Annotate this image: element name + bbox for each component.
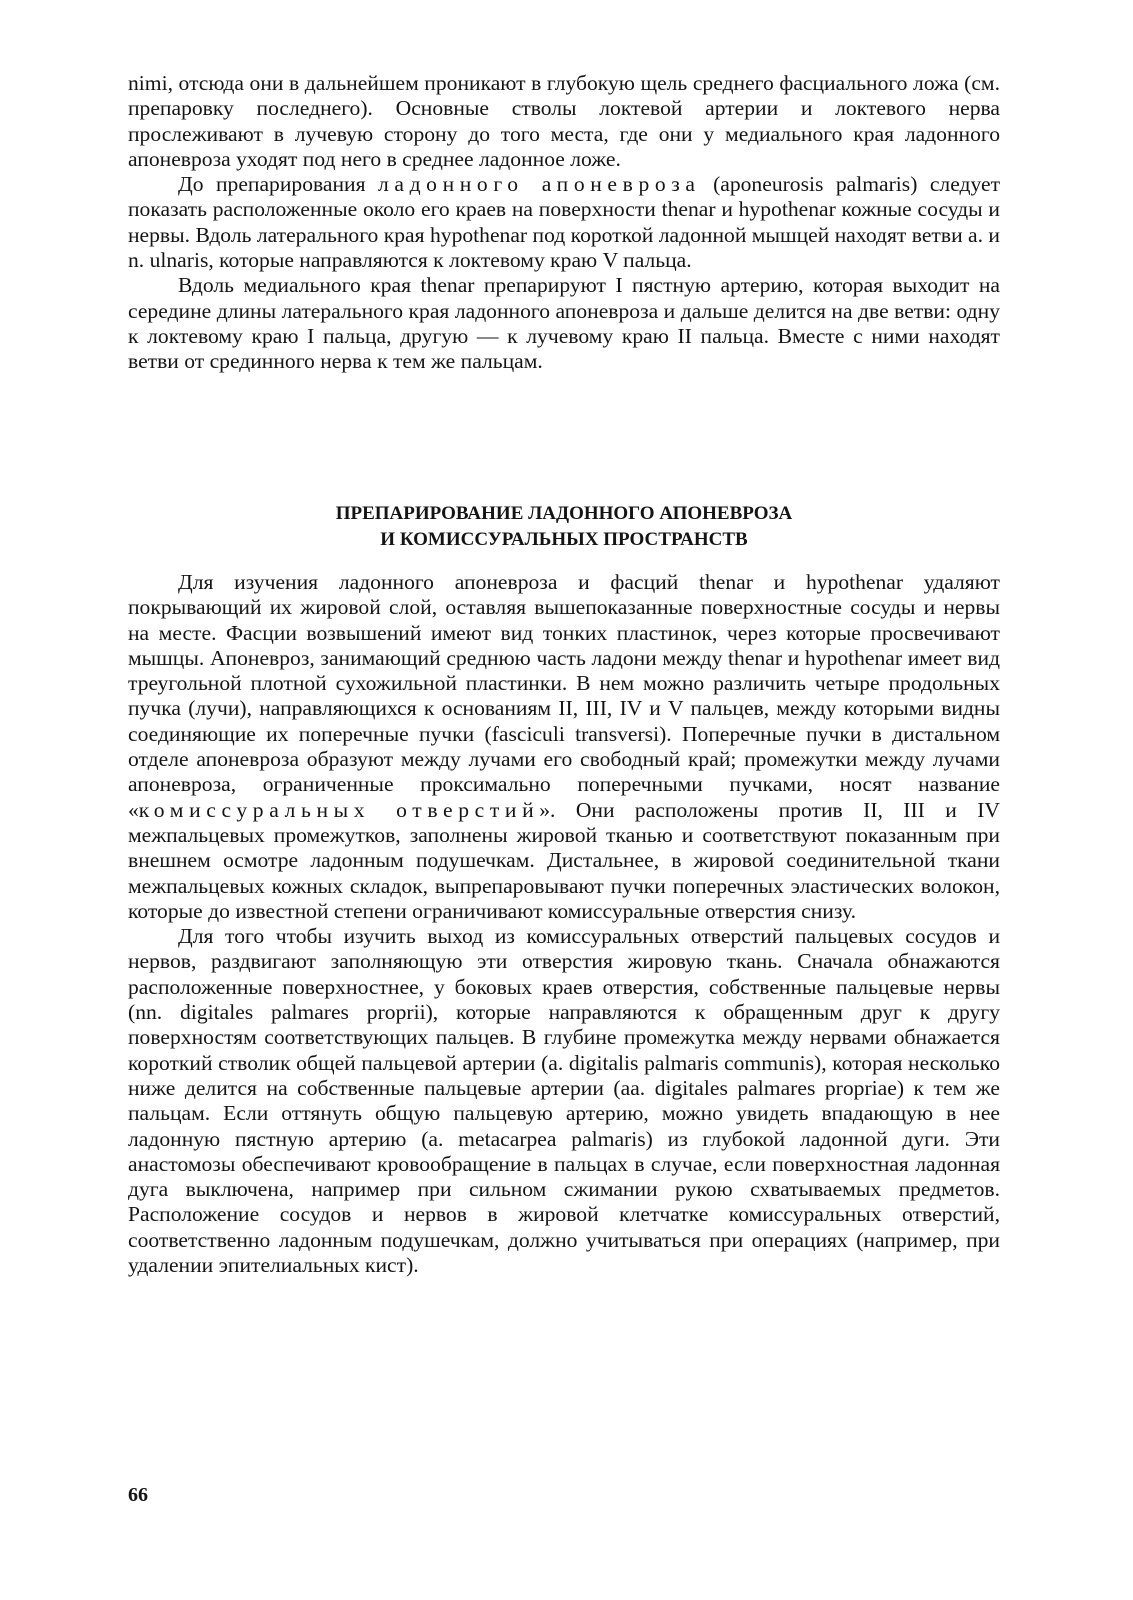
paragraph-commissural-openings: Для того чтобы изучить выход из комиссуральных отверстий пальцевых сосудов и нервов, раздвигают заполняющую эти отверстия жировую ткань. Сначала обнажаются расположенные поверхностнее, у боковых краев отверстия, собственные пальцевые нервы (nn. digitales palmares proprii), которые направляются к обращенным друг к другу поверхностям соответствующих пальцев. В глубине промежутка между нервами обнажается короткий стволик общей пальцевой артерии (a. digitalis palmaris communis), которая несколько ниже делится на собственные пальцевые артерии (aa. digitales palmares propriae) к тем же пальцам. Если оттянуть общую пальцевую артерию, можно увидеть впадающую в нее ладонную пястную артерию (a. metacarpea palmaris) из глубокой ладонной дуги. Эти анастомозы обеспечивают кровообращение в пальцах в случае, если поверхностная ладонная дуга выключена, например при сильном сжимании рукою схватываемых предметов. Расположение сосудов и нервов в жировой клетчатке комиссуральных отверстий, соответственно ладонным подушечкам, должно учитываться при операциях (например, при удалении эпителиальных кист).: [128, 924, 1000, 1278]
paragraph-continuation: nimi, отсюда они в дальнейшем проникают в глубокую щель среднего фасциального ложа (см. препаровку последнего). Основные стволы локтевой артерии и локтевого нерва прослеживают в лучевую сторону до того места, где они у медиального края ладонного апоневроза уходят под него в среднее ладонное ложе.: [128, 71, 1000, 171]
heading-line: ПРЕПАРИРОВАНИЕ ЛАДОННОГО АПОНЕВРОЗА: [335, 503, 793, 524]
emphasized-term: комиссуральных отверстий: [138, 797, 540, 822]
section-heading: [128, 501, 1000, 553]
paragraph-text: До препарирования: [178, 172, 378, 197]
page-number: 66: [128, 1484, 148, 1506]
paragraph-aponeurosis-study: [128, 570, 1000, 924]
bottom-text-block: [128, 570, 1000, 1278]
paragraph-text: Для изучения ладонного апоневроза и фасций thenar и hypothenar удаляют покрывающий их жировой слой, оставляя вышепоказанные поверхностные сосуды и нервы на месте. Фасции возвышений имеют вид тонких пластинок, через которые просвечивают мышцы. Апоневроз, занимающий среднюю часть ладони между thenar и hypothenar имеет вид треугольной плотной сухожильной пластинки. В нем можно различить четыре продольных пучка (лучи), направляющихся к основаниям II, III, IV и V пальцев, между которыми видны соединяющие их поперечные пучки (fasciculi transversi). Поперечные пучки в дистальном отделе апоневроза образуют между лучами его свободный край; промежутки между лучами апоневроза, ограниченные проксимально поперечными пучками, носят название «: [128, 570, 1000, 822]
top-text-block: [128, 71, 1000, 375]
heading-line: И КОМИССУРАЛЬНЫХ ПРОСТРАНСТВ: [380, 529, 748, 550]
paragraph-text: (aponeurosis palmaris) следует показать расположенные около его краев на поверхности thenar и hypothenar кожные сосуды и нервы. Вдоль латерального края hypothenar под короткой ладонной мышцей находят ветви a. и n. ulnaris, которые направляются к локтевому краю V пальца.: [128, 172, 1001, 273]
paragraph-text: ». Они расположены против II, III и IV межпальцевых промежутков, заполнены жировой тканью и соответствуют показанным при внешнем осмотре ладонным подушечкам. Дистальнее, в жировой соединительной ткани межпальцевых кожных складок, выпрепаровывают пучки поперечных эластических волокон, которые до известной степени ограничивают комиссуральные отверстия снизу.: [128, 797, 1000, 923]
paragraph-aponeurosis-intro: [128, 172, 1000, 273]
paragraph-thenar: Вдоль медиального края thenar препарируют I пястную артерию, которая выходит на середине длины латерального края ладонного апоневроза и дальше делится на две ветви: одну к локтевому краю I пальца, другую — к лучевому краю II пальца. Вместе с ними находят ветви от срединного нерва к тем же пальцам.: [128, 273, 1000, 374]
emphasized-term: ладонного апоневроза: [377, 172, 701, 197]
